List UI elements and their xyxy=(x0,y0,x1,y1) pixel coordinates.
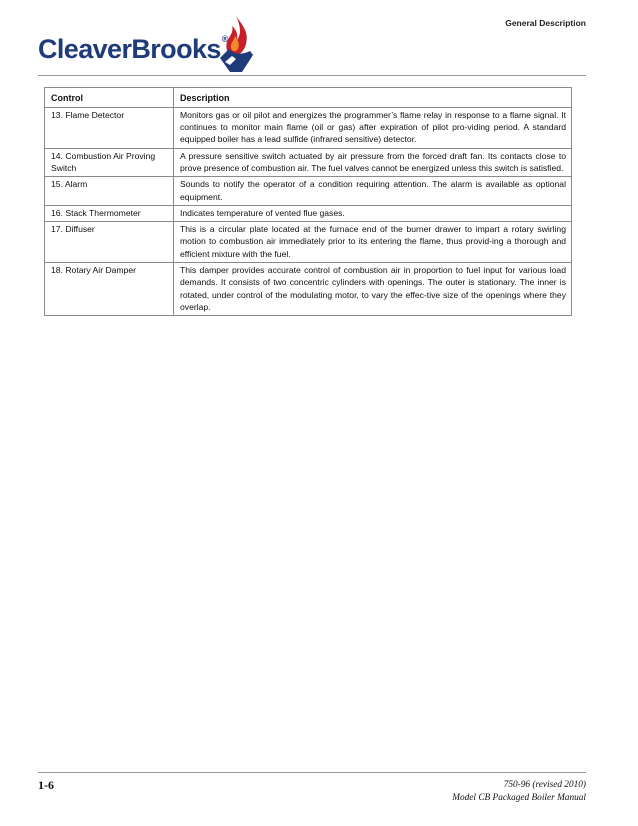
table-row xyxy=(45,177,572,206)
cleaver-brooks-logo xyxy=(38,12,253,74)
control-cell: 15. Alarm xyxy=(45,177,174,206)
column-header-control: Control xyxy=(45,88,174,108)
control-cell: 18. Rotary Air Damper xyxy=(45,262,174,315)
description-cell: This is a circular plate located at the furnace end of the burner drawer to impart a rotary swirling motion to combustion air immediately prior to its entering the flame, thus provid-ing a thorough and efficient mixture with the fuel. xyxy=(174,222,572,263)
table-row xyxy=(45,107,572,148)
description-cell: Monitors gas or oil pilot and energizes the programmer’s flame relay in response to a flame signal. It continues to monitor main flame (oil or gas) after expiration of pilot pro-viding period. A standard equipped boiler has a lead sulfide (infrared sensitive) detector. xyxy=(174,107,572,148)
controls-table xyxy=(44,87,572,316)
description-cell: A pressure sensitive switch actuated by air pressure from the forced draft fan. Its contacts close to prove presence of combustion air. The fuel valves cannot be energized unless this switch is satisfied. xyxy=(174,148,572,177)
control-cell: 17. Diffuser xyxy=(45,222,174,263)
table-row xyxy=(45,222,572,263)
table-header-row xyxy=(45,88,572,108)
table-row xyxy=(45,205,572,221)
column-header-description: Description xyxy=(174,88,572,108)
logo-text: CleaverBrooks xyxy=(38,34,221,64)
description-cell: Indicates temperature of vented flue gases. xyxy=(174,205,572,221)
control-cell: 14. Combustion Air Proving Switch xyxy=(45,148,174,177)
flame-hand-icon xyxy=(216,12,256,74)
footer-doc-info xyxy=(452,779,586,806)
manual-title: Model CB Packaged Boiler Manual xyxy=(452,793,586,804)
control-cell: 16. Stack Thermometer xyxy=(45,205,174,221)
control-cell: 13. Flame Detector xyxy=(45,107,174,148)
table-row xyxy=(45,148,572,177)
table-row xyxy=(45,262,572,315)
page-number: 1-6 xyxy=(38,778,54,792)
controls-table-wrapper xyxy=(44,87,572,316)
description-cell: Sounds to notify the operator of a condition requiring attention. The alarm is available as optional equipment. xyxy=(174,177,572,206)
logo-registered-mark: ® xyxy=(221,34,228,44)
description-cell: This damper provides accurate control of combustion air in proportion to fuel input for various load demands. It consists of two concentric cylinders with openings. The outer is stationary. The inner is rotated, under control of the modulating motor, to vary the effec-tive size of the openings where they overlap. xyxy=(174,262,572,315)
header-divider xyxy=(38,75,586,76)
footer-divider xyxy=(38,772,586,773)
section-title: General Description xyxy=(505,18,586,28)
logo-wordmark xyxy=(38,34,228,65)
doc-number: 750-96 (revised 2010) xyxy=(503,780,586,790)
